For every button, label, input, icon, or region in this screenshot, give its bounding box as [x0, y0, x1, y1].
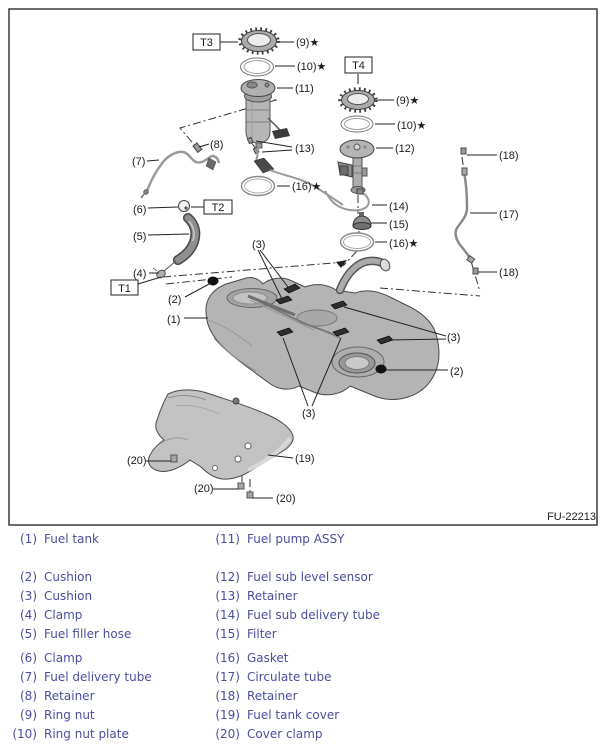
callout-16-right: (16)★ — [389, 238, 419, 250]
legend-item-label: Fuel sub delivery tube — [247, 608, 380, 622]
callout-10-left: (10)★ — [297, 61, 327, 73]
callout-15: (15) — [389, 219, 409, 231]
legend-item — [11, 590, 221, 603]
callout-3-bottom: (3) — [302, 408, 316, 420]
legend-item-number: (6) — [20, 651, 37, 665]
legend-item — [214, 628, 474, 641]
legend-item — [214, 690, 474, 703]
legend-item — [214, 709, 474, 722]
legend-item — [214, 571, 474, 584]
legend-item-label: Fuel tank cover — [247, 708, 340, 722]
legend-item — [11, 709, 221, 722]
legend-item-number: (18) — [215, 689, 240, 703]
legend-item-number: (17) — [215, 670, 240, 684]
callout-3-top: (3) — [252, 239, 266, 251]
callout-5: (5) — [133, 231, 147, 243]
legend-item — [11, 571, 221, 584]
legend-item-label: Clamp — [44, 651, 83, 665]
ref-box-T4-label: T4 — [352, 60, 365, 72]
callout-20-a: (20) — [127, 455, 147, 467]
callout-14: (14) — [389, 201, 409, 213]
legend-item-number: (5) — [20, 627, 37, 641]
callout-7: (7) — [132, 156, 146, 168]
legend-item-number: (9) — [20, 708, 37, 722]
legend-item — [214, 728, 474, 741]
callout-12: (12) — [395, 143, 415, 155]
legend-column-left — [11, 533, 221, 747]
legend-item-label: Fuel tank — [44, 532, 99, 546]
legend-item-label: Cushion — [44, 589, 93, 603]
legend-item-label: Cushion — [44, 570, 93, 584]
legend-item-label: Gasket — [247, 651, 289, 665]
legend-item-label: Ring nut plate — [44, 727, 129, 741]
legend-item-number: (10) — [12, 727, 37, 741]
callout-20-b: (20) — [194, 483, 214, 495]
clamp-6-drawing — [179, 201, 190, 212]
legend-item — [11, 533, 221, 546]
legend-item-number: (7) — [20, 670, 37, 684]
callout-18-bottom: (18) — [499, 267, 519, 279]
callout-3-right: (3) — [447, 332, 461, 344]
legend-item-number: (4) — [20, 608, 37, 622]
callout-18-top: (18) — [499, 150, 519, 162]
callout-2-right: (2) — [450, 366, 464, 378]
ref-box-T3-label: T3 — [200, 37, 213, 49]
legend-item-label: Clamp — [44, 608, 83, 622]
ref-box-T4 — [345, 57, 372, 73]
legend-item-number: (3) — [20, 589, 37, 603]
callout-17: (17) — [499, 209, 519, 221]
ref-box-T2-label: T2 — [211, 202, 225, 214]
legend-item — [214, 533, 474, 546]
callout-1: (1) — [167, 314, 181, 326]
legend-item — [11, 609, 221, 622]
legend-item-label: Retainer — [44, 689, 95, 703]
callout-10-right: (10)★ — [397, 120, 427, 132]
ref-box-T2 — [204, 200, 232, 214]
legend-item — [11, 671, 221, 684]
callout-8: (8) — [210, 139, 224, 151]
legend-item-label: Filter — [247, 627, 277, 641]
callout-6: (6) — [133, 204, 147, 216]
callout-4: (4) — [133, 268, 147, 280]
legend-item — [11, 628, 221, 641]
legend-item — [214, 590, 474, 603]
legend-item-number: (14) — [215, 608, 240, 622]
cushion-grommet-right — [376, 365, 387, 374]
legend-item-label: Fuel pump ASSY — [247, 532, 345, 546]
legend-item-number: (16) — [215, 651, 240, 665]
legend-item-number: (1) — [20, 532, 37, 546]
callout-13: (13) — [295, 143, 315, 155]
callout-16-left: (16)★ — [292, 181, 322, 193]
legend-item-number: (13) — [215, 589, 240, 603]
legend-item — [11, 652, 221, 665]
legend-item-number: (8) — [20, 689, 37, 703]
retainer-18-bottom — [473, 268, 478, 274]
callout-9-left: (9)★ — [296, 37, 320, 49]
legend-item — [11, 728, 221, 741]
legend-item-label: Fuel filler hose — [44, 627, 132, 641]
legend-item-number: (12) — [215, 570, 240, 584]
legend-item-label: Cover clamp — [247, 727, 323, 741]
legend-item-number: (2) — [20, 570, 37, 584]
ref-box-T1-label: T1 — [118, 283, 131, 295]
legend-item-label: Fuel sub level sensor — [247, 570, 373, 584]
legend-item-number: (20) — [215, 727, 240, 741]
ref-box-T3 — [193, 34, 220, 50]
legend-column-right — [214, 533, 474, 747]
callout-19: (19) — [295, 453, 315, 465]
callout-20-c: (20) — [276, 493, 296, 505]
legend-item-label: Retainer — [247, 689, 298, 703]
callout-11: (11) — [295, 83, 314, 95]
legend-item-number: (11) — [215, 532, 240, 546]
legend-item-label: Circulate tube — [247, 670, 332, 684]
callout-9-right: (9)★ — [396, 95, 420, 107]
legend-item-number: (15) — [215, 627, 240, 641]
figure-code: FU-22213 — [547, 511, 596, 523]
legend-item-label: Fuel delivery tube — [44, 670, 152, 684]
callout-2-left: (2) — [168, 294, 182, 306]
legend-item — [11, 690, 221, 703]
ref-box-T1 — [111, 280, 138, 295]
legend-item-label: Retainer — [247, 589, 298, 603]
legend-item-number: (19) — [215, 708, 240, 722]
legend-item — [214, 652, 474, 665]
legend-item — [214, 671, 474, 684]
legend-item-label: Ring nut — [44, 708, 95, 722]
legend-item — [214, 609, 474, 622]
